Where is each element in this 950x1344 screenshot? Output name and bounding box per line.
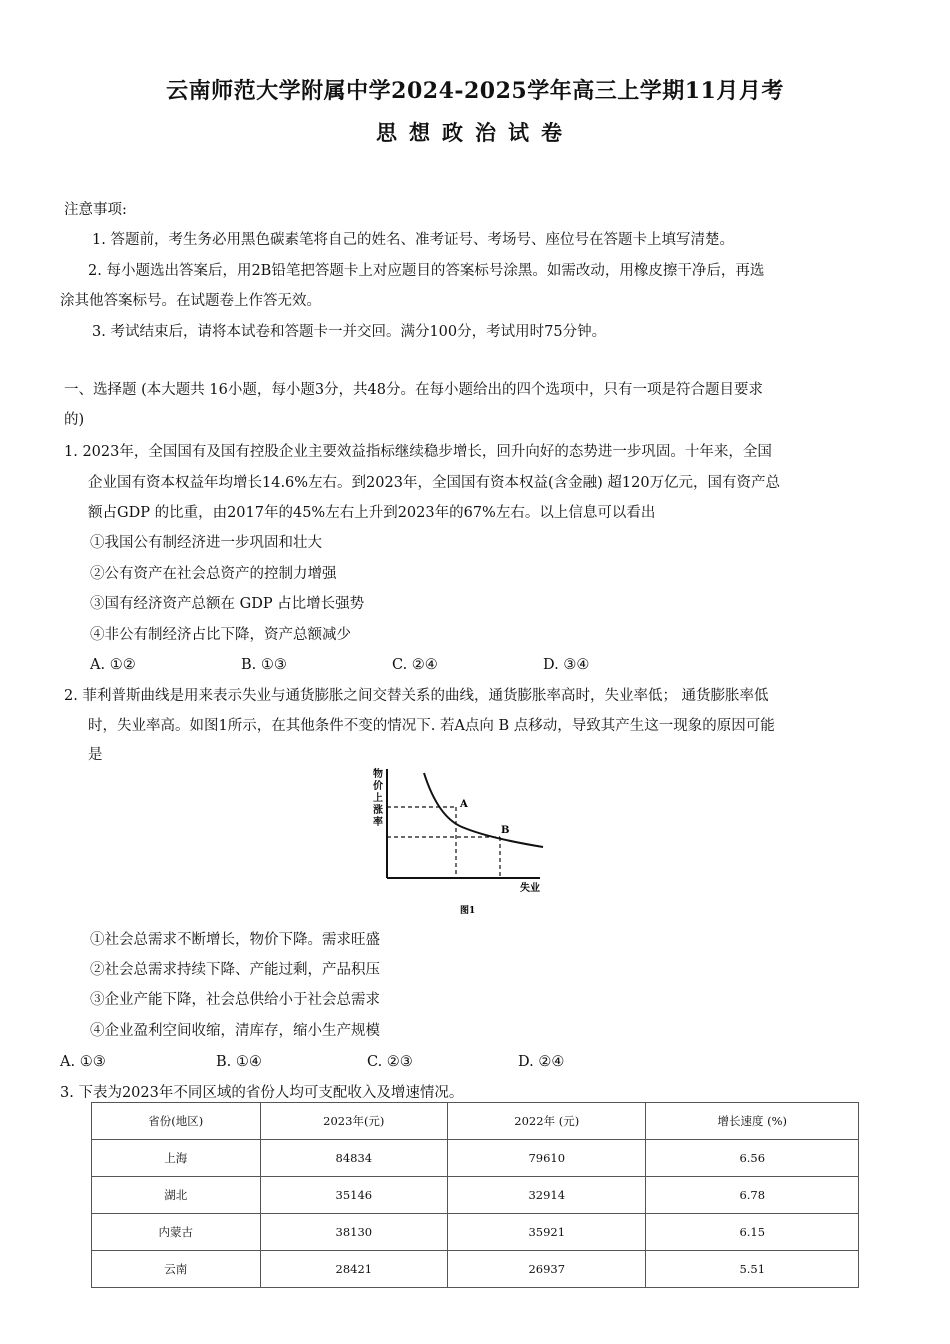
exam-title: 云南师范大学附属中学2024-2025学年高三上学期11月月考: [166, 78, 784, 104]
q2-option-a[interactable]: A. ①③: [60, 1054, 106, 1070]
table-header-cell: 2023年(元): [260, 1103, 447, 1140]
table-cell: 内蒙古: [92, 1214, 261, 1251]
exam-subtitle: 思想政治试卷: [376, 120, 574, 145]
table-header-row: [92, 1103, 859, 1140]
section-heading-line-2: 的): [64, 412, 85, 428]
notice-heading: 注意事项:: [64, 202, 127, 218]
q2-stem-line-3: 是: [88, 747, 103, 763]
table-row: [92, 1251, 859, 1288]
table-cell: 35146: [260, 1177, 447, 1214]
q1-option-c[interactable]: C. ②④: [392, 657, 438, 673]
table-cell: 云南: [92, 1251, 261, 1288]
phillips-curve-figure: [368, 765, 558, 920]
table-cell: 79610: [448, 1140, 646, 1177]
table-row: [92, 1214, 859, 1251]
figure-ylabel-char-4: 涨: [373, 805, 383, 816]
table-cell: 32914: [448, 1177, 646, 1214]
q1-option-a[interactable]: A. ①②: [90, 657, 136, 673]
q1-statement-3: ③国有经济资产总额在 GDP 占比增长强势: [90, 596, 365, 612]
table-cell: 上海: [92, 1140, 261, 1177]
table-cell: 5.51: [646, 1251, 859, 1288]
table-row: [92, 1177, 859, 1214]
notice-item-1: 1. 答题前，考生务必用黑色碳素笔将自己的姓名、准考证号、考场号、座位号在答题卡上填写清楚。: [92, 232, 734, 248]
q2-option-d[interactable]: D. ②④: [518, 1054, 565, 1070]
q2-statement-3: ③企业产能下降，社会总供给小于社会总需求: [90, 992, 380, 1008]
figure-x-label: 失业: [520, 883, 540, 894]
q1-stem-line-2: 企业国有资本权益年均增长14.6%左右。到2023年，全国国有资本权益(含金融) 超120万亿元，国有资产总: [88, 475, 781, 491]
q2-option-b[interactable]: B. ①④: [216, 1054, 262, 1070]
table-cell: 6.56: [646, 1140, 859, 1177]
figure-caption: 图1: [460, 906, 476, 916]
phillips-curve: [424, 773, 543, 847]
income-table: [91, 1102, 859, 1288]
q2-statement-2: ②社会总需求持续下降、产能过剩，产品积压: [90, 962, 380, 978]
figure-point-a-label: A: [460, 799, 468, 810]
table-cell: 38130: [260, 1214, 447, 1251]
q2-stem-line-2: 时，失业率高。如图1所示，在其他条件不变的情况下. 若A点向 B 点移动，导致其产生这一现象的原因可能: [88, 718, 775, 734]
table-header-cell: 2022年 (元): [448, 1103, 646, 1140]
figure-point-b-label: B: [501, 825, 510, 836]
figure-ylabel-char-5: 率: [373, 817, 383, 828]
table-header-cell: 省份(地区): [92, 1103, 261, 1140]
table-cell: 湖北: [92, 1177, 261, 1214]
q1-stem-line-3: 额占GDP 的比重，由2017年的45%左右上升到2023年的67%左右。以上信息可以看出: [88, 505, 656, 521]
table-cell: 28421: [260, 1251, 447, 1288]
notice-item-2-line-1: 2. 每小题选出答案后，用2B铅笔把答题卡上对应题目的答案标号涂黑。如需改动，用橡皮擦干净后，再选: [88, 263, 765, 279]
figure-ylabel-char-2: 价: [373, 781, 383, 792]
q1-statement-1: ①我国公有制经济进一步巩固和壮大: [90, 535, 322, 551]
table-row: [92, 1140, 859, 1177]
table-header-cell: 增长速度 (%): [646, 1103, 859, 1140]
q1-statement-4: ④非公有制经济占比下降，资产总额减少: [90, 627, 351, 643]
figure-ylabel-char-3: 上: [373, 793, 383, 804]
table-cell: 6.78: [646, 1177, 859, 1214]
notice-item-2-line-2: 涂其他答案标号。在试题卷上作答无效。: [60, 293, 321, 309]
table-cell: 26937: [448, 1251, 646, 1288]
q2-stem-line-1: 2. 菲利普斯曲线是用来表示失业与通货膨胀之间交替关系的曲线，通货膨胀率高时，失业率低； 通货膨胀率低: [64, 688, 769, 704]
table-cell: 84834: [260, 1140, 447, 1177]
q3-stem: 3. 下表为2023年不同区域的省份人均可支配收入及增速情况。: [60, 1085, 464, 1101]
q1-option-b[interactable]: B. ①③: [241, 657, 287, 673]
section-heading-line-1: 一、选择题 (本大题共 16小题，每小题3分，共48分。在每小题给出的四个选项中，只有一项是符合题目要求: [64, 382, 763, 398]
table-cell: 35921: [448, 1214, 646, 1251]
q1-statement-2: ②公有资产在社会总资产的控制力增强: [90, 566, 337, 582]
q2-statement-4: ④企业盈利空间收缩，清库存，缩小生产规模: [90, 1023, 380, 1039]
q2-option-c[interactable]: C. ②③: [367, 1054, 413, 1070]
q1-option-d[interactable]: D. ③④: [543, 657, 590, 673]
table-cell: 6.15: [646, 1214, 859, 1251]
q1-stem-line-1: 1. 2023年，全国国有及国有控股企业主要效益指标继续稳步增长，回升向好的态势进一步巩固。十年来，全国: [64, 444, 772, 460]
q2-statement-1: ①社会总需求不断增长，物价下降。需求旺盛: [90, 932, 380, 948]
figure-ylabel-char-1: 物: [373, 769, 383, 780]
notice-item-3: 3. 考试结束后，请将本试卷和答题卡一并交回。满分100分，考试用时75分钟。: [92, 324, 607, 340]
